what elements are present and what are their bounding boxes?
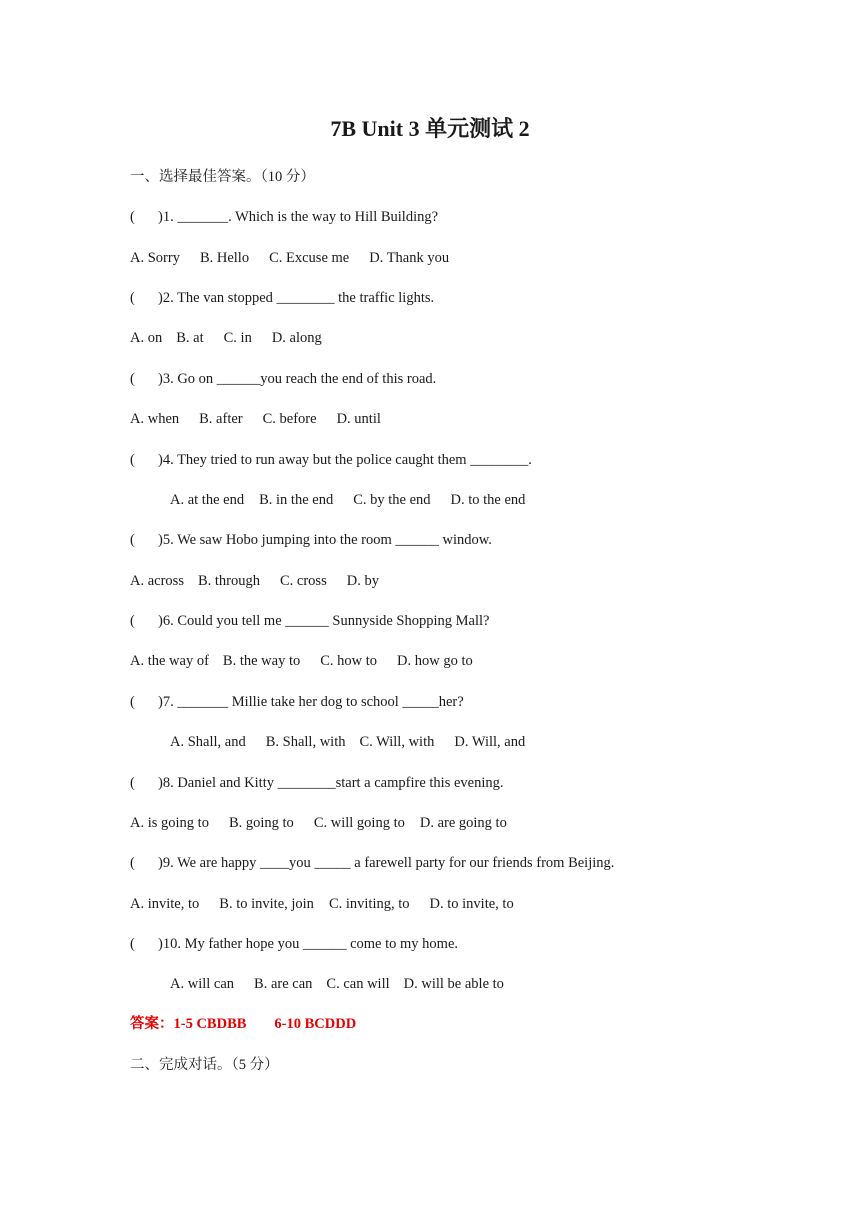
option-c: C. cross (280, 573, 327, 589)
question-stem: )9. We are happy ____you _____ a farewell party for our friends from Beijing. (158, 855, 615, 871)
options-5 (130, 571, 379, 591)
question-stem: )8. Daniel and Kitty ________start a campfire this evening. (158, 775, 504, 791)
option-d: D. along (271, 330, 322, 346)
question-stem: )1. _______. Which is the way to Hill Building? (158, 209, 439, 225)
option-b: B. through (197, 573, 260, 589)
options-9 (130, 894, 514, 914)
option-a: A. Shall, and (170, 734, 246, 750)
section-heading-2: 二、完成对话。（5 分） (130, 1057, 279, 1073)
options-2 (130, 328, 322, 348)
options-7 (170, 732, 525, 752)
question-stem: )3. Go on ______you reach the end of this road. (158, 371, 437, 387)
answer-paren: ( (130, 855, 135, 871)
answer-paren: ( (130, 694, 135, 710)
option-c: C. will going to (313, 815, 405, 831)
option-a: A. invite, to (130, 896, 200, 912)
question-10 (130, 934, 458, 954)
option-b: B. in the end (259, 492, 334, 508)
answer-paren: ( (130, 613, 135, 629)
option-c: C. inviting, to (328, 896, 410, 912)
option-b: B. are can (254, 976, 313, 992)
question-3 (130, 369, 436, 389)
answer-key-first: 答案：1-5 CBDBB (130, 1016, 247, 1032)
question-4 (130, 450, 532, 470)
question-stem: )6. Could you tell me ______ Sunnyside Shopping Mall? (158, 613, 490, 629)
question-5 (130, 530, 492, 550)
question-8 (130, 773, 504, 793)
option-a: A. is going to (130, 815, 209, 831)
option-c: C. in (223, 330, 252, 346)
answer-paren: ( (130, 775, 135, 791)
option-d: D. to the end (450, 492, 526, 508)
option-a: A. at the end (170, 492, 245, 508)
question-stem: )10. My father hope you ______ come to my home. (158, 936, 459, 952)
question-2 (130, 288, 434, 308)
answer-key-second: 6-10 BCDDD (274, 1016, 357, 1032)
section-heading-1: 一、选择最佳答案。（10 分） (130, 169, 315, 185)
question-1 (130, 207, 438, 227)
question-stem: )2. The van stopped ________ the traffic lights. (158, 290, 435, 306)
option-b: B. to invite, join (219, 896, 314, 912)
option-d: D. Thank you (369, 250, 450, 266)
option-c: C. before (262, 411, 317, 427)
page-title: 7B Unit 3 单元测试 2 (330, 116, 530, 141)
answer-paren: ( (130, 452, 135, 468)
option-a: A. on (130, 330, 163, 346)
option-c: C. can will (326, 976, 390, 992)
option-c: C. how to (320, 653, 378, 669)
option-b: B. at (176, 330, 204, 346)
option-b: B. going to (228, 815, 294, 831)
option-a: A. the way of (130, 653, 209, 669)
option-d: D. to invite, to (429, 896, 514, 912)
option-b: B. after (199, 411, 243, 427)
question-stem: )4. They tried to run away but the police caught them ________. (158, 452, 532, 468)
options-4 (170, 490, 525, 510)
option-a: A. when (130, 411, 180, 427)
option-b: B. the way to (222, 653, 301, 669)
answer-paren: ( (130, 209, 135, 225)
question-stem: )5. We saw Hobo jumping into the room ______ window. (158, 532, 492, 548)
option-d: D. are going to (419, 815, 507, 831)
question-6 (130, 611, 489, 631)
option-d: D. will be able to (403, 976, 504, 992)
option-c: C. Excuse me (269, 250, 350, 266)
question-7 (130, 692, 464, 712)
option-c: C. Will, with (359, 734, 435, 750)
options-3 (130, 409, 381, 429)
answer-paren: ( (130, 371, 135, 387)
question-stem: )7. _______ Millie take her dog to school _____her? (158, 694, 464, 710)
options-1 (130, 248, 449, 268)
question-9 (130, 853, 614, 873)
option-d: D. until (336, 411, 381, 427)
options-8 (130, 813, 507, 833)
options-10 (170, 974, 504, 994)
options-6 (130, 651, 473, 671)
option-a: A. will can (170, 976, 235, 992)
option-c: C. by the end (353, 492, 431, 508)
answer-key (130, 1014, 356, 1034)
option-d: D. by (346, 573, 379, 589)
option-d: D. how go to (397, 653, 473, 669)
option-d: D. Will, and (454, 734, 526, 750)
option-a: A. across (130, 573, 184, 589)
answer-paren: ( (130, 532, 135, 548)
option-a: A. Sorry (130, 250, 180, 266)
option-b: B. Hello (199, 250, 250, 266)
answer-paren: ( (130, 936, 135, 952)
option-b: B. Shall, with (265, 734, 346, 750)
answer-paren: ( (130, 290, 135, 306)
